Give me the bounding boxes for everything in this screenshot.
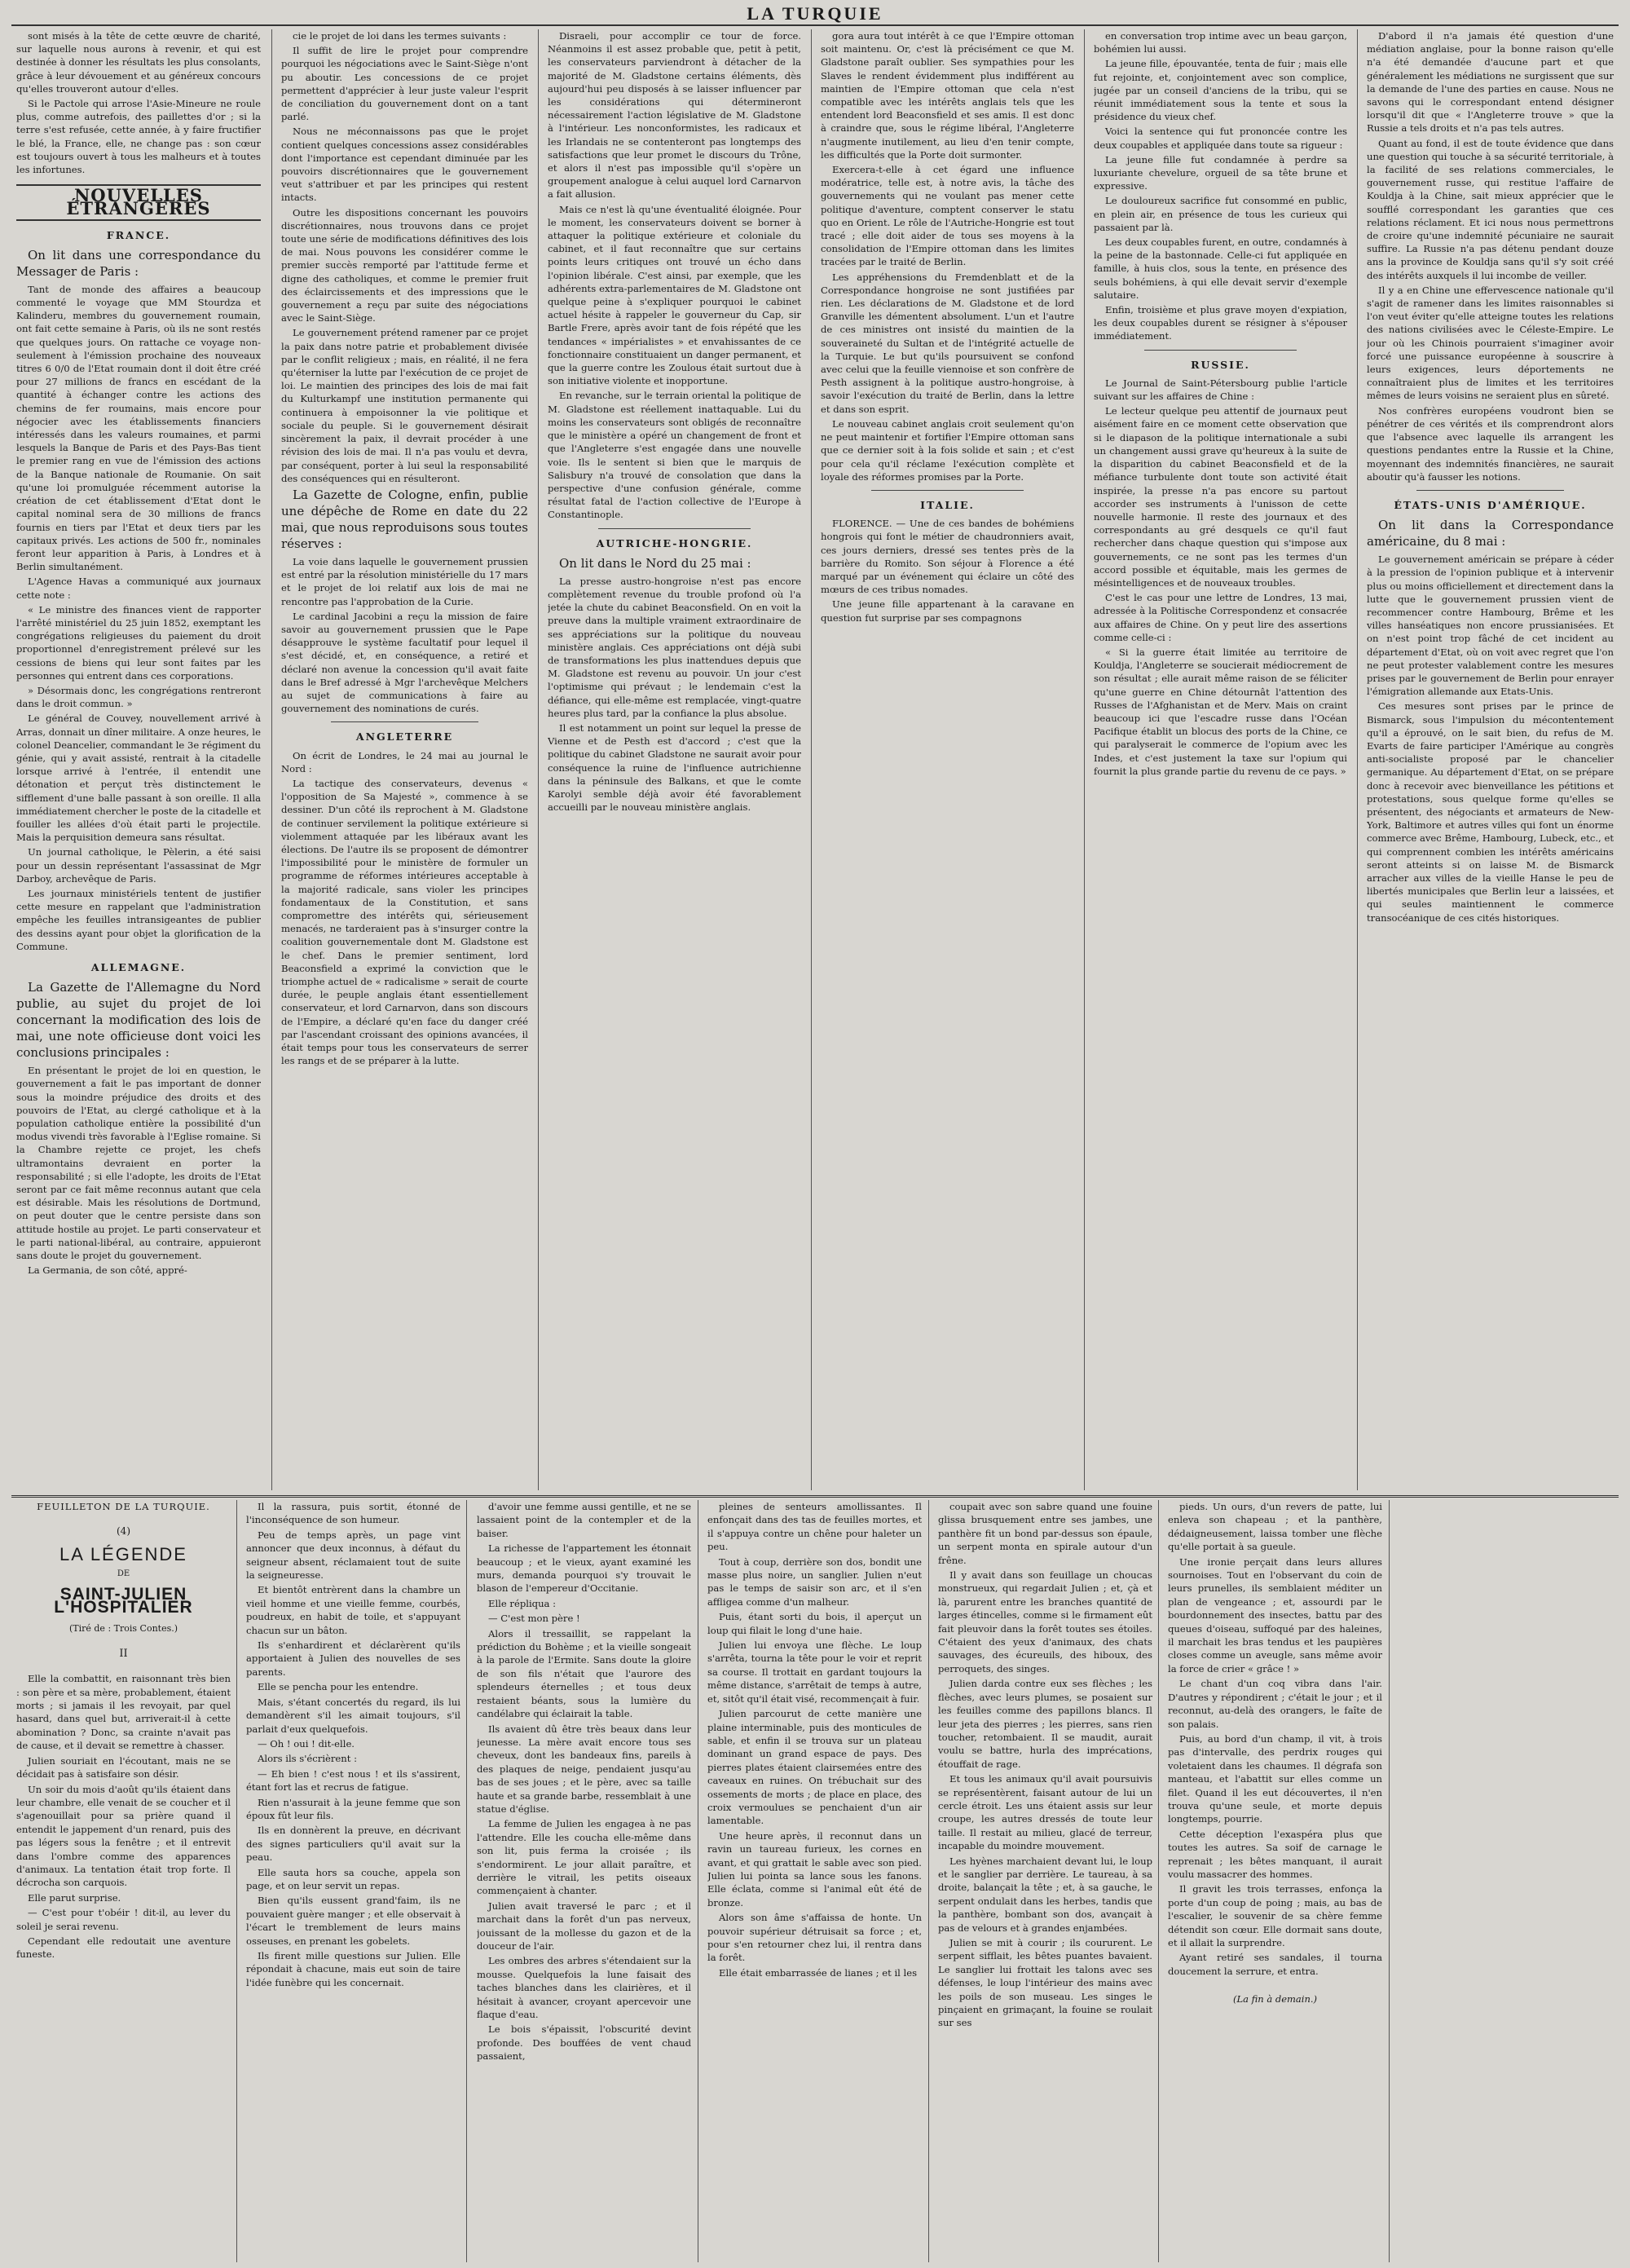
paragraph: Julien avait traversé le parc ; et il marchait dans la forêt d'un pas nerveux, jouissant de la mollesse du gazon et de la douceur de l'air. [477,1900,691,1952]
paragraph: Une heure après, il reconnut dans un ravin un taureau furieux, les cornes en avant, et qui grattait le sable avec son pied. Julien lui pointa sa lance sous les fanons. Elle éclata, comme si l'animal eût été de bronze. [707,1829,922,1908]
column-separator [1158,1500,1159,2262]
paragraph: Quant au fond, il est de toute évidence que dans une question qui touche à sa sécurité territoriale, à la facilité de ses relations commerciales, le gouvernement russe, qui restitue l'affaire de Kouldja à la Chine, sait mieux apprécier que le soufflé correspondant les garanties que ces relations réclament. Et ici nous nous permettrons de croire qu'une indemnité pécuniaire ne saurait suffire. La Russie n'a pas détenu pendant douze ans la province de Kouldja sans qu'il s'y soit créé des intérêts auxquels il lui incombe de veiller. [1367,137,1614,281]
paragraph: Exercera-t-elle à cet égard une influence modératrice, telle est, à notre avis, la tâche des gouvernements qui ne voulant pas mener cette politique d'aventure, comptent conserver le statu quo en Orient. Le rôle de l'Autriche-Hongrie est tout tracé ; elle doit aider de tous ses moyens à la consolidation de l'Empire ottoman dans les limites tracées par le traité de Berlin. [821,164,1074,268]
heading-allemagne: ALLEMAGNE. [90,961,187,973]
paragraph: Julien darda contre eux ses flèches ; les flèches, avec leurs plumes, se posaient sur les feuilles comme des papillons blancs. Il leur jeta des pierres ; les pierres, sans rien toucher, retombaient. Il se maudit, aurait voulu se battre, hurla des imprécations, étouffait de rage. [938,1678,1152,1770]
paragraph: On écrit de Londres, le 24 mai au journal le Nord : [281,749,528,774]
paragraph: Julien lui envoya une flèche. Le loup s'arrêta, tourna la tête pour le voir et reprit sa course. Il trottait en gardant toujours la même distance, s'arrêtait de temps à autre, et, sitôt qu'il était visé, recommençait à fuir. [707,1639,922,1705]
paragraph: Le gouvernement américain se prépare à céder à la pression de l'opinion publique et à intervenir plus ou moins officiellement et directement dans la lutte que le gouvernement prussien vient de recommencer contre Hambourg, Brême et les villes hanséatiques non encore prussianisées. Et on n'est point trop fâché de cet incident au département d'Etat, où on voit avec regret que l'on ne peut protester valablement contre les mesures prises par le gouvernement de Berlin pour enrayer l'émigration allemande aux Etats-Unis. [1367,554,1614,698]
paragraph: Les ombres des arbres s'étendaient sur la mousse. Quelquefois la lune faisait des taches blanches dans les clairières, et il hésitait à avancer, croyant apercevoir une flaque d'eau. [477,1955,691,2021]
paragraph: Alors ils s'écrièrent : [258,1753,358,1765]
paragraph: Une ironie perçait dans leurs allures sournoises. Tout en l'observant du coin de leurs prunelles, ils semblaient méditer un plan de vengeance ; et, assourdi par le bourdonnement des insectes, battu par des queues d'oiseau, suffoqué par des haleines, il marchait les bras tendus et les paupières closes comme un aveugle, sans même avoir la force de crier « grâce ! » [1168,1555,1382,1675]
heading-france: FRANCE. [106,228,171,241]
lede-autriche: On lit dans le Nord du 25 mai : [559,555,751,571]
paragraph: Elle répliqua : [488,1597,557,1609]
paragraph: Le cardinal Jacobini a reçu la mission de faire savoir au gouvernement prussien que le Pape désapprouve le système facultatif pour lequel il s'est décidé, et, en conséquence, a retiré et déclaré non avenue la concession qu'il avait faite dans le Bref adressé à Mgr l'archevêque Melchers au sujet de communications à faire au gouvernement des nominations de curés. [281,610,528,715]
paragraph: — Oh ! oui ! dit-elle. [258,1737,355,1750]
paragraph: Et tous les animaux qu'il avait poursuivis se représentèrent, faisant autour de lui un cercle étroit. Les uns étaient assis sur leur croupe, les autres dressés de toute leur taille. Il restait au milieu, glacé de terreur, incapable du moindre mouvement. [938,1773,1152,1852]
column-4 [821,29,1074,1490]
feuilleton-label: FEUILLETON DE LA TURQUIE. [37,1501,210,1512]
paragraph: Puis, au bord d'un champ, il vit, à trois pas d'intervalle, des perdrix rouges qui voletaient dans les chaumes. Il dégrafa son manteau, et l'abattit sur elles comme un filet. Quand il les eut découvertes, il n'en trouva qu'une seule, et morte depuis longtemps, pourrie. [1168,1732,1382,1825]
paragraph: Julien se mit à courir ; ils coururent. Le serpent sifflait, les bêtes puantes bavaient. Le sanglier lui frottait les talons avec ses défenses, le loup l'intérieur des mains avec les poils de son museau. Les singes le pinçaient en grimaçant, la fouine se roulait sur ses [938,1937,1152,2029]
paragraph: d'avoir une femme aussi gentille, et ne se lassaient point de la contempler et de la baiser. [477,1501,691,1539]
column-separator [928,1500,929,2262]
paragraph: Outre les dispositions concernant les pouvoirs discrétionnaires, nous trouvons dans ce projet toute une série de modifications définitives des lois de mai. Nous pouvons les considérer comme le premier succès remporté par l'attitude ferme et digne des catholiques, et comme le premier fruit des éclaircissements et des impressions que le gouvernement a reçu par suite des négociations avec le Saint-Siège. [281,206,528,324]
paragraph: C'est le cas pour une lettre de Londres, 13 mai, adressée à la Politische Correspondenz et consacrée aux affaires de Chine. On y peut lire des assertions comme celle-ci : [1094,592,1347,643]
column-separator [236,1500,237,2262]
paragraph: Ils firent mille questions sur Julien. Elle répondait à chacune, mais eut soin de taire l'idée funèbre qui les concernait. [246,1950,460,1988]
paragraph: Le douloureux sacrifice fut consommé en public, en plein air, en présence de tous les curieux qui passaient par là. [1094,195,1347,233]
paragraph: Le lecteur quelque peu attentif de journaux peut aisément faire en ce moment cette observation que si le diapason de la politique internationale a subi un changement aussi grave qu'heureux à la suite de la disparition du cabinet Beaconsfield et de la méfiance turbulente dont toute son activité était inspirée, la presse n'a pas encore su partout accorder ses instruments à l'unisson de cette nouvelle harmonie. Il reste des journaux et des correspondants au gré desquels ce qu'il faut rechercher dans chaque question qui s'impose aux gouvernements, ce ne sont pas les termes d'un accord possible et équitable, mais les germes de mésintelligences et de nouveaux troubles. [1094,405,1347,589]
lede-allemagne: La Gazette de l'Allemagne du Nord publie, au sujet du projet de loi concernant la modification des lois de mai, une note officieuse dont voici les conclusions principales : [16,980,261,1061]
paragraph: Le nouveau cabinet anglais croit seulement qu'on ne peut maintenir et fortifier l'Empire ottoman sans que ce dernier soit à la fois solide et sain ; et c'est pour cela qu'il réclame l'exécution complète et loyale des réformes promises par la Porte. [821,417,1074,483]
column-6 [1367,29,1614,1490]
paragraph: FLORENCE. — Une de ces bandes de bohémiens hongrois qui font le métier de chaudronniers avait, ces jours derniers, dressé ses tentes près de la barrière du Romito. Son séjour à Florence a été marqué par un événement qui éclaire un côté des mœurs de ces tribus nomades. [821,518,1074,596]
column-separator [1357,29,1358,1490]
paragraph: sont misés à la tête de cette œuvre de charité, sur laquelle nous aurons à revenir, et qui est destinée à donner les résultats les plus consolants, grâce à leur dévouement et au généreux concours qu'elles trouveront autour d'elles. [16,30,261,95]
paragraph: Elle sauta hors sa couche, appela son page, et on leur servit un repas. [246,1866,460,1891]
paragraph: « Si la guerre était limitée au territoire de Kouldja, l'Angleterre se soucierait médiocrement de son résultat ; elle aurait même raison de se féliciter qu'une guerre en Chine détournât l'attention des Russes de l'Afghanistan et de Merv. Mais on craint beaucoup ici que l'escadre russe dans l'Océan Pacifique établit un blocus des ports de la Chine, ce qui paralyserait le commerce de l'opium avec les Indes, et c'est justement la taxe sur l'opium qui fournit la plus grande partie du revenu de ce pays. » [1094,646,1347,777]
paragraph: Elle la combattit, en raisonnant très bien : son père et sa mère, probablement, étaient morts ; si jamais il les revoyait, par quel hasard, dans quel but, arriverait-il à cette abomination ? Donc, sa crainte n'avait pas de cause, et il devait se remettre à chasser. [16,1673,231,1752]
paragraph: Nos confrères européens voudront bien se pénétrer de ces vérités et ils comprendront alors que l'absence avec laquelle ils arrangent les questions pendantes entre la Russie et la Chine, moyennant des indemnités financières, ne saurait aboutir qu'à fausser les notions. [1367,404,1614,483]
paragraph: — Eh bien ! c'est nous ! et ils s'assirent, étant fort las et recrus de fatigue. [246,1767,460,1794]
masthead: LA TURQUIE [747,3,883,24]
paragraph: Ils s'enhardirent et déclarèrent qu'ils apportaient à Julien des nouvelles de ses parents. [246,1639,460,1678]
paragraph: cie le projet de loi dans les termes suivants : [293,30,507,42]
paragraph: Rien n'assurait à la jeune femme que son époux fût leur fils. [246,1796,460,1821]
paragraph: Si le Pactole qui arrose l'Asie-Mineure ne roule plus, comme autrefois, des paillettes d'or ; si la terre s'est refusée, cette année, à y faire fructifier le blé, la France, elle, ne change pas : son cœur est toujours ouvert à tous les malheurs et à toutes les infortunes. [16,98,261,176]
paragraph: Le Journal de Saint-Pétersbourg publie l'article suivant sur les affaires de Chine : [1094,377,1347,403]
paragraph: pleines de senteurs amollissantes. Il enfonçait dans des tas de feuilles mortes, et il s'appuya contre un chêne pour haleter un peu. [707,1501,922,1553]
paragraph: Il y avait dans son feuillage un choucas monstrueux, qui regardait Julien ; et, çà et là, parurent entre les branches quantité de larges étincelles, comme si le firmament eût fait pleuvoir dans la forêt toutes ses étoiles. C'étaient des yeux d'animaux, des chats sauvages, des écureuils, des hiboux, des perroquets, des singes. [938,1569,1152,1675]
paragraph: Peu de temps après, un page vint annoncer que deux inconnus, à défaut du seigneur absent, réclamaient tout de suite la seigneuresse. [246,1529,460,1582]
paragraph: La jeune fille fut condamnée à perdre sa luxuriante chevelure, orgueil de sa tête brune et expressive. [1094,153,1347,192]
heading-russie: RUSSIE. [1191,358,1250,371]
paragraph: D'abord il n'a jamais été question d'une médiation anglaise, pour la bonne raison qu'elle n'a été demandée d'aucune part et que généralement les médiations ne surgissent que sur la demande de l'une des parties en cause. Nous ne savons qui le correspondant entend désigner lorsqu'il dit que « l'Angleterre trouve » que la Russie a tels droits et n'a pas tels autres. [1367,30,1614,135]
paragraph: L'Agence Havas a communiqué aux journaux cette note : [16,576,261,601]
chapter-number: II [119,1647,128,1660]
paragraph: Elle était embarrassée de lianes ; et il les [719,1966,918,1979]
paragraph: Il y a en Chine une effervescence nationale qu'il s'agit de ramener dans les limites raisonnables si l'on veut éviter qu'elle atteigne toutes les relations des nations civilisées avec le Céleste-Empire. Le jour où les Chinois pourraient s'imaginer avoir forcé une puissance européenne à souscrire à leurs exigences, leurs déportements ne connaîtraient plus de limites et les territoires mêmes de leurs voisins ne seraient plus en sûreté. [1367,284,1614,402]
feuilleton-column-4 [707,1500,922,2262]
paragraph: La femme de Julien les engagea à ne pas l'attendre. Elle les coucha elle-même dans son lit, puis ferma la croisée ; ils s'endormirent. Le jour allait paraître, et derrière le vitrail, les petits oiseaux commençaient à chanter. [477,1818,691,1897]
masthead-rule [11,24,1619,26]
paragraph: Le chant d'un coq vibra dans l'air. D'autres y répondirent ; c'était le jour ; et il reconnut, au-delà des orangers, le faîte de son palais. [1168,1678,1382,1730]
story-title-de: DE [117,1569,130,1579]
paragraph: Elle se pencha pour les entendre. [258,1681,419,1693]
paragraph: Julien parcourut de cette manière une plaine interminable, puis des monticules de sable, et enfin il se trouva sur un plateau dominant un grand espace de pays. Des pierres plates étaient clairsemées entre des caveaux en ruines. On trébuchait sur des ossements de morts ; de place en place, des croix vermoulues se penchaient d'un air lamentable. [707,1708,922,1827]
paragraph: Ces mesures sont prises par le prince de Bismarck, sous l'impulsion du mécontentement qu'il a éprouvé, on le sait bien, du refus de M. Evarts de faire participer l'Amérique au congrès anti-socialiste proposé par le chancelier germanique. Au département d'Etat, on se prépare donc à recevoir avec bienveillance les pétitions et protestations, sous quelque forme qu'elles se présentent, des négociants et armateurs de New-York, Baltimore et autres villes qui font un énorme commerce avec Brême, Hambourg, Lubeck, etc., et qui comprennent combien les intérêts américains seront atteints si on laisse M. de Bismarck arracher aux villes de la vieille Hanse le peu de libertés municipales que Berlin leur a laissées, et qui seules maintiennent le commerce transocéanique de ces cités historiques. [1367,700,1614,924]
feuilleton-rule [11,1495,1619,1498]
section-divider [331,721,479,722]
paragraph: « Le ministre des finances vient de rapporter l'arrêté ministériel du 25 juin 1852, exemptant les congrégations religieuses du paiement du droit proportionnel d'enregistrement prélevé sur les cessions de biens qui leur sont faites par les personnes qui entrent dans ces corporations. [16,603,261,682]
feuilleton-column-5 [938,1500,1152,2262]
story-title: LA LÉGENDE [59,1543,187,1564]
paragraph: Un soir du mois d'août qu'ils étaient dans leur chambre, elle venait de se coucher et il s'agenouillait pour sa prière quand il entendit le jappement d'un renard, puis des pas légers sous la fenêtre ; et il entrevit dans l'ombre comme des apparences d'animaux. La tentation était trop forte. Il décrocha son carquois. [16,1783,231,1889]
paragraph: en conversation trop intime avec un beau garçon, bohémien lui aussi. [1094,30,1347,55]
paragraph: Mais ce n'est là qu'une éventualité éloignée. Pour le moment, les conservateurs doivent se borner à attaquer la politique extérieure et coloniale du cabinet, et il faut reconnaître que sur certains points leurs critiques ont trouvé un écho dans l'opinion libérale. C'est ainsi, par exemple, que les adhérents extra-parlementaires de M. Gladstone ont quelque peine à s'expliquer pourquoi le cabinet actuel hésite à rappeler le gouverneur du Cap, sir Bartle Frere, après avoir tant de fois répété que les tendances « impérialistes » et envahissantes de ce fonctionnaire constituaient un danger permanent, et que la guerre contre les Zoulous était surtout due à son initiative violente et inopportune. [548,203,801,387]
paragraph: La presse austro-hongroise n'est pas encore complètement revenue du trouble profond où l'a jetée la chute du cabinet Beaconsfield. On en voit la preuve dans la multiple vraiment extraordinaire de ses appréciations sur la politique du nouveau ministère anglais. Ces appréciations ont déjà subi de transformations les plus inattendues depuis que M. Gladstone est revenu au pouvoir. Un jour c'est l'optimisme qui prévaut ; le lendemain c'est la défiance, qui elle-même est remplacée, vingt-quatre heures plus tard, par la confiance la plus absolue. [548,575,801,719]
paragraph: — C'est mon père ! [488,1613,580,1625]
paragraph: Et bientôt entrèrent dans la chambre un vieil homme et une vieille femme, courbés, poudreux, en habit de toile, et s'appuyant chacun sur un bâton. [246,1584,460,1636]
paragraph: » Désormais donc, les congrégations rentreront dans le droit commun. » [16,684,261,710]
continuation-note: (La fin à demain.) [1232,1993,1318,2005]
column-separator [466,1500,467,2262]
paragraph: Il la rassura, puis sortit, étonné de l'inconséquence de son humeur. [246,1501,460,1526]
feuilleton-column-3 [477,1500,691,2262]
column-separator [271,29,272,1490]
section-divider [871,490,1024,491]
feuilleton-column-1 [16,1500,231,2262]
paragraph: coupait avec son sabre quand une fouine glissa brusquement entre ses jambes, une panthère fit un bond par-dessus son épaule, un serpent monta en spirale autour d'un frêne. [938,1501,1152,1566]
paragraph: La richesse de l'appartement les étonnait beaucoup ; et le vieux, ayant examiné les murs, demanda pourquoi s'y trouvait le blason de l'empereur d'Occitanie. [477,1542,691,1595]
paragraph: Bien qu'ils eussent grand'faim, ils ne pouvaient guère manger ; et elle observait à l'écart le tremblement de leurs mains osseuses, en prenant les gobelets. [246,1895,460,1947]
lede-cologne: La Gazette de Cologne, enfin, publie une dépêche de Rome en date du 22 mai, que nous reproduisons sous toutes réserves : [281,487,528,551]
paragraph: Tant de monde des affaires a beaucoup commenté le voyage que MM Stourdza et Kalinderu, membres du gouvernement roumain, ont fait cette semaine à Paris, où ils ne sont restés que quelques jours. On rattache ce voyage non-seulement à l'émission prochaine des nouveaux titres 6 0/0 de l'Etat roumain dont il doit être créé pour 27 millions de francs en escédant de la quantité à échanger contre les actions des chemins de fer roumains, mais encore pour négocier avec les établissements financiers intéressés dans les valeurs roumaines, et parmi lesquels la Banque de Paris et des Pays-Bas tient le premier rang en vue de l'émission des actions de la Banque nationale de Roumanie. On sait qu'une loi promulguée récemment autorise la création de cet établissement d'Etat dont le capital nominal sera de 30 millions de francs fournis en tiers par l'Etat et deux tiers par les capitaux privés. Les actions de 500 fr., nominales feront leur apparition à Paris, à Londres et à Berlin simultanément. [16,283,261,573]
section-title-nouvelles-etrangeres: NOUVELLES ÉTRANGÈRES [16,184,261,220]
column-5 [1094,29,1347,1490]
paragraph: Enfin, troisième et plus grave moyen d'expiation, les deux coupables durent se résigner à s'épouser immédiatement. [1094,304,1347,342]
heading-etats-unis: ÉTATS-UNIS D'AMÉRIQUE. [1394,498,1587,511]
paragraph: La jeune fille, épouvantée, tenta de fuir ; mais elle fut rejointe, et, conjointement avec son complice, jugée par un conseil d'anciens de la tribu, qui se réunit immédiatement sous la tente et sous la présidence du vieux chef. [1094,58,1347,123]
paragraph: Ils en donnèrent la preuve, en décrivant des signes particuliers qu'il avait sur la peau. [246,1825,460,1864]
column-1 [16,29,261,1490]
column-separator [811,29,812,1490]
paragraph: Un journal catholique, le Pèlerin, a été saisi pour un dessin représentant l'assassinat de Mgr Darboy, archevêque de Paris. [16,846,261,885]
paragraph: Alors son âme s'affaissa de honte. Un pouvoir supérieur détruisait sa force ; et, pour s'en retourner chez lui, il rentra dans la forêt. [707,1912,922,1964]
paragraph: Il suffit de lire le projet pour comprendre pourquoi les négociations avec le Saint-Siège n'ont pu aboutir. Les concessions de ce projet permettent d'apprécier à leur juste valeur l'esprit de conciliation du gouvernement dont on a tant parlé. [281,45,528,123]
paragraph: Julien souriait en l'écoutant, mais ne se décidait pas à satisfaire son désir. [16,1754,231,1780]
column-2 [281,29,528,1490]
column-separator [1389,1500,1390,2262]
paragraph: Voici la sentence qui fut prononcée contre les deux coupables et appliquée dans toute sa rigueur : [1094,126,1347,151]
paragraph: Alors il tressaillit, se rappelant la prédiction du Bohème ; et la vieille songeait à la parole de l'Ermite. Sans doute la gloire de son fils n'était que l'aurore des splendeurs éternelles ; et tous deux restaient béants, sous la lumière du candélabre qui éclairait la table. [477,1627,691,1720]
paragraph: Mais, s'étant concertés du regard, ils lui demandèrent s'il les aimait toujours, s'il parlait d'eux quelquefois. [246,1696,460,1735]
column-3 [548,29,801,1490]
paragraph: Cependant elle redoutait une aventure funeste. [16,1935,231,1961]
paragraph: Elle parut surprise. [28,1891,121,1904]
paragraph: — C'est pour t'obéir ! dit-il, au lever du soleil je serai revenu. [16,1907,231,1932]
paragraph: En présentant le projet de loi en question, le gouvernement a fait le pas important de donner sous la moindre préjudice des droits et des pouvoirs de l'Etat, au clergé catholique et à la population catholique entière la possibilité d'un modus vivendi très favorable à l'Eglise romaine. Si la Chambre rejette ce projet, les chefs ultramontains devraient en porter la responsabilité ; si elle l'adopte, les droits de l'Etat seront par ce fait même reconnus autant que cela est désirable. Mais les résolutions de Dortmund, on peut douter que le centre persiste dans son attitude hostile au projet. Le parti conservateur et le parti national-libéral, au contraire, appuieront sans doute le projet du gouvernement. [16,1065,261,1262]
paragraph: La tactique des conservateurs, devenus « l'opposition de Sa Majesté », commence à se dessiner. D'un côté ils reprochent à M. Gladstone de continuer servilement la politique extérieure si violemment attaquée par les libéraux avant les élections. De l'autre ils se proposent de démontrer l'impossibilité pour le ministère de formuler un programme de réformes intérieures acceptable à la majorité radicale, sans violer les principes fondamentaux de la Constitution, et sans compromettre des intérêts qui, sérieusement menacés, ne tarderaient pas à s'insurger contre la coalition gouvernementale dont M. Gladstone est le chef. Dans le premier sentiment, lord Beaconsfield a exprimé la conviction que le triomphe actuel de « radicalisme » serait de courte durée, le peuple anglais étant essentiellement conservateur, et lord Carnarvon, dans son discours de l'Empire, a déclaré qu'en face du danger créé par l'ascendant croissant des opinions avancées, il était temps pour tous les conservateurs de serrer les rangs et de se préparer à la lutte. [281,777,528,1067]
paragraph: La Germania, de son côté, appré- [28,1264,187,1277]
paragraph: Les hyènes marchaient devant lui, le loup et le sanglier par derrière. Le taureau, à sa droite, balançait la tête ; et, à sa gauche, le serpent ondulait dans les herbes, tandis que la panthère, bombant son dos, avançait à pas de velours et à grandes enjambées. [938,1855,1152,1934]
lede-etats-unis: On lit dans la Correspondance américaine, du 8 mai : [1367,518,1614,549]
paragraph: Les appréhensions du Fremdenblatt et de la Correspondance hongroise ne sont justifiées par rien. Les déclarations de M. Gladstone et de lord Granville les démentent absolument. L'un et l'autre de ces ministres ont insisté du maintien de la souveraineté du Sultan et de l'intégrité actuelle de la Turquie. Le but qu'ils poursuivent se confond avec celui que la feuille viennoise et son confrère de Pesth assignent à la politique austro-hongroise, à savoir l'exécution du traité de Berlin, dans la lettre et dans son esprit. [821,271,1074,415]
story-subject: SAINT-JULIEN L'HOSPITALIER [54,1584,193,1617]
heading-autriche-hongrie: AUTRICHE-HONGRIE. [596,536,753,549]
paragraph: Ayant retiré ses sandales, il tourna doucement la serrure, et entra. [1168,1952,1382,1977]
feuilleton-number: (4) [117,1525,130,1538]
heading-angleterre: ANGLETERRE [355,730,454,743]
paragraph: Disraeli, pour accomplir ce tour de force. Néanmoins il est assez probable que, petit à petit, les conservateurs parviendront à détacher de la majorité de M. Gladstone certains éléments, dès aujourd'hui peu disposés à se laisser influencer par les considérations qui détermineront nécessairement l'action législative de M. Gladstone à l'intérieur. Les nonconformistes, les radicaux et les Irlandais ne se contenteront pas longtemps des satisfactions que leur promet le discours du Trône, et alors il n'est pas impossible qu'il s'opère un groupement analogue à celui auquel lord Carnarvon a fait allusion. [548,30,801,201]
paragraph: Le général de Couvey, nouvellement arrivé à Arras, donnait un dîner militaire. A onze heures, le colonel Deancelier, commandant le 3e régiment du génie, qui y avait assisté, rentrait à la citadelle lorsque arrivé à l'entrée, il entendit une détonation et perçut très distinctement le sifflement d'une balle passant à son oreille. Il alla immédiatement chercher le poste de la citadelle et fouiller les allées d'où était parti le projectile. Mais la perquisition demeura sans résultat. [16,713,261,844]
story-source: (Tiré de : Trois Contes.) [68,1623,178,1635]
paragraph: Tout à coup, derrière son dos, bondit une masse plus noire, un sanglier. Julien n'eut pas le temps de saisir son arc, et il s'en affligea comme d'un malheur. [707,1555,922,1608]
feuilleton-column-2 [246,1500,460,2262]
lede-france: On lit dans une correspondance du Messager de Paris : [16,247,261,279]
paragraph: Il gravit les trois terrasses, enfonça la porte d'un coup de poing ; mais, au bas de l'escalier, le souvenir de sa chère femme détendit son cœur. Elle dormait sans doute, et il allait la surprendre. [1168,1883,1382,1948]
paragraph: Nous ne méconnaissons pas que le projet contient quelques concessions assez considérables dont l'importance est cependant diminuée par les pouvoirs discrétionnaires que le gouvernement veut s'attribuer et par les principes qui restent intacts. [281,126,528,204]
column-separator [538,29,539,1490]
paragraph: Le bois s'épaissit, l'obscurité devint profonde. Des bouffées de vent chaud passaient, [477,2023,691,2063]
paragraph: Puis, étant sorti du bois, il aperçut un loup qui filait le long d'une haie. [707,1611,922,1636]
paragraph: Il est notamment un point sur lequel la presse de Vienne et de Pesth est d'accord ; c'est que la politique du cabinet Gladstone ne saurait avoir pour conséquence la ruine de l'influence autrichienne dans la péninsule des Balkans, et que le comte Karolyi semble déjà avoir été favorablement accueilli par le nouveau ministère anglais. [548,721,801,814]
heading-italie: ITALIE. [920,498,975,511]
paragraph: Ils avaient dû être très beaux dans leur jeunesse. La mère avait encore tous ses cheveux, dont les bandeaux fins, pareils à des plaques de neige, pendaient jusqu'au bas de ses joues ; et le père, avec sa taille haute et sa grande barbe, ressemblait à une statue d'église. [477,1723,691,1815]
section-divider [598,528,751,529]
section-divider [1416,490,1565,491]
paragraph: gora aura tout intérêt à ce que l'Empire ottoman soit maintenu. Or, c'est là précisément ce que M. Gladstone paraît oublier. Ses sympathies pour les Slaves le rendent évidemment plus indifférent au maintien de l'Empire ottoman que cela n'est compatible avec les intérêts anglais tels que les entendent lord Beaconsfield et ses amis. Il est donc à craindre que, sous le régime libéral, l'Angleterre n'augmente inutilement, au lieu d'en tenir compte, les difficultés que la Porte doit surmonter. [821,30,1074,161]
paragraph: La voie dans laquelle le gouvernement prussien est entré par la résolution ministérielle du 17 mars et le projet de loi relatif aux lois de mai ne rencontre pas l'approbation de la Curie. [281,555,528,607]
paragraph: Cette déception l'exaspéra plus que toutes les autres. Sa soif de carnage le reprenait ; les bêtes manquant, il aurait voulu massacrer des hommes. [1168,1828,1382,1880]
paragraph: pieds. Un ours, d'un revers de patte, lui enleva son chapeau ; et la panthère, dédaigneusement, laissa tomber une flèche qu'elle portait à sa gueule. [1168,1501,1382,1553]
feuilleton-column-6 [1168,1500,1382,2262]
column-separator [1084,29,1085,1490]
section-divider [1144,350,1297,351]
paragraph: Les deux coupables furent, en outre, condamnés à la peine de la bastonnade. Celle-ci fut appliquée en famille, à huis clos, sous la tente, en présence des seuls bohémiens, à qui elle devait servir d'exemple salutaire. [1094,236,1347,301]
paragraph: En revanche, sur le terrain oriental la politique de M. Gladstone est réellement inattaquable. Lui du moins les conservateurs sont obligés de reconnaître que le ministère a opéré un changement de front et que l'Angleterre s'est engagée dans une nouvelle voie. Ils le sentent si bien que le marquis de Salisbury n'a trouvé de consolation que dans la perspective d'une confusion générale, comme résultat fatal de l'action collective de l'Europe à Constantinople. [548,390,801,521]
paragraph: Les journaux ministériels tentent de justifier cette mesure en rappelant que l'administration empêche les feuilles intransigeantes de publier des dessins ayant pour objet la glorification de la Commune. [16,887,261,952]
paragraph: Le gouvernement prétend ramener par ce projet la paix dans notre patrie et probablement divisée par le conflit religieux ; mais, en réalité, il ne fera qu'éterniser la lutte par l'exécution de ce projet de loi. Le maintien des principes des lois de mai fait du Kulturkampf une institution permanente qui continuera à empoisonner la vie politique et sociale du peuple. Si le gouvernement désirait sincèrement la paix, il devrait procéder à une révision des lois de mai. Il n'a pas voulu et devra, par conséquent, porter à lui seul la responsabilité des conséquences qui en résulteront. [281,327,528,484]
paragraph: Une jeune fille appartenant à la caravane en question fut surprise par ses compagnons [821,598,1074,624]
